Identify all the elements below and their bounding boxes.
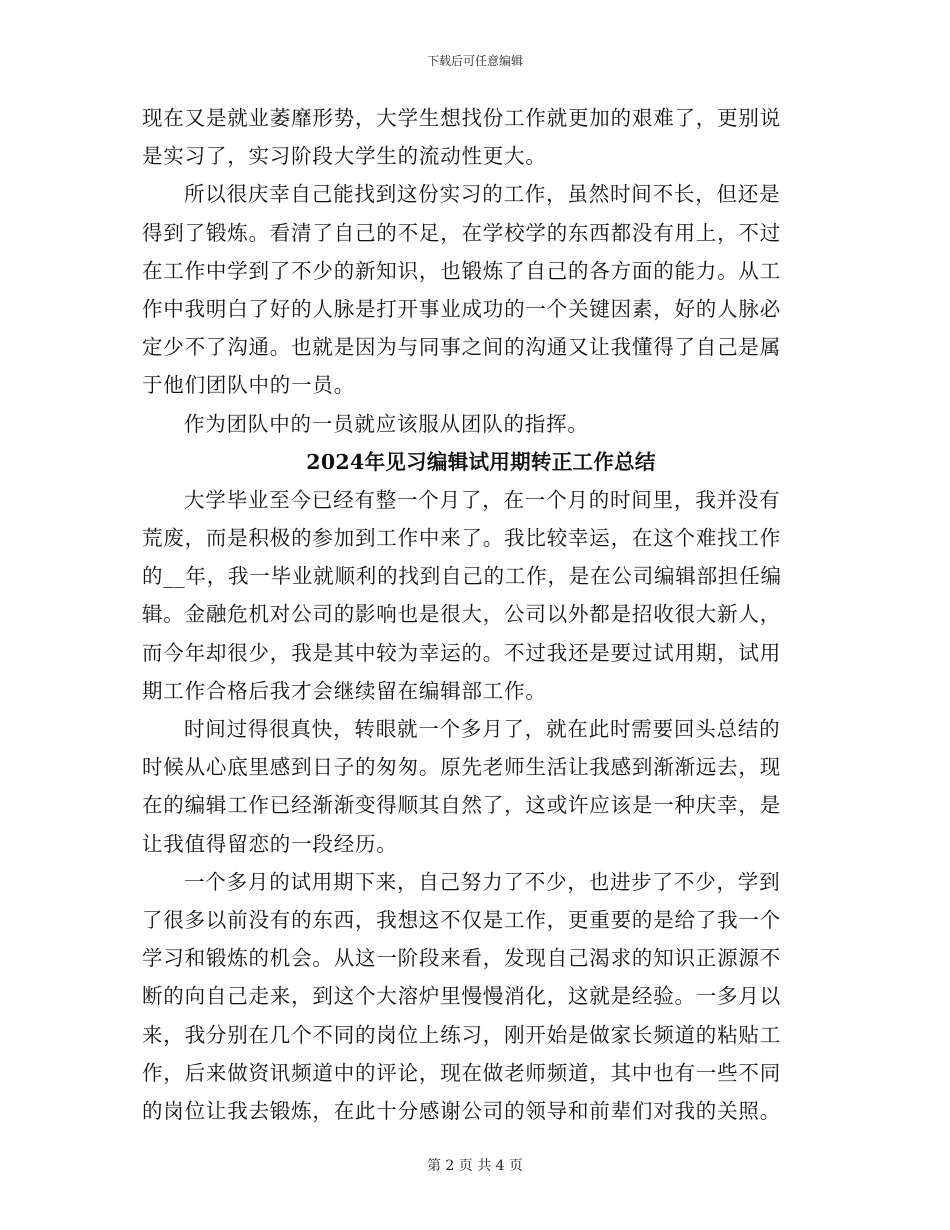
body-line: 学习和锻炼的机会。从这一阶段来看，发现自己渴求的知识正源源不 [142, 946, 781, 971]
body-line: 荒废，而是积极的参加到工作中来了。我比较幸运，在这个难找工作 [142, 526, 781, 551]
body-line: 的__年，我一毕业就顺利的找到自己的工作，是在公司编辑部担任编 [142, 564, 782, 589]
paragraph-start-line: 所以很庆幸自己能找到这份实习的工作，虽然时间不长，但还是 [184, 182, 781, 207]
section-title: 2024年见习编辑试用期转正工作总结 [306, 449, 656, 474]
paragraph-start-line: 时间过得很真快，转眼就一个多月了，就在此时需要回头总结的 [184, 717, 781, 741]
body-line: 是实习了，实习阶段大学生的流动性更大。 [142, 144, 547, 169]
body-line: 于他们团队中的一员。 [142, 373, 355, 398]
body-line: 来，我分别在几个不同的岗位上练习，刚开始是做家长频道的粘贴工 [142, 1022, 781, 1047]
body-line: 在的编辑工作已经渐渐变得顺其自然了，这或许应该是一种庆幸，是 [142, 793, 781, 818]
body-line: 现在又是就业萎靡形势，大学生想找份工作就更加的艰难了，更别说 [142, 106, 781, 130]
body-line: 期工作合格后我才会继续留在编辑部工作。 [142, 678, 547, 703]
paragraph-start-line: 作为团队中的一员就应该服从团队的指挥。 [184, 411, 589, 436]
body-line: 在工作中学到了不少的新知识，也锻炼了自己的各方面的能力。从工 [142, 258, 781, 283]
body-line: 了很多以前没有的东西，我想这不仅是工作，更重要的是给了我一个 [142, 907, 781, 932]
body-line: 断的向自己走来，到这个大溶炉里慢慢消化，这就是经验。一多月以 [142, 984, 781, 1009]
paragraph-start-line: 一个多月的试用期下来，自己努力了不少，也进步了不少，学到 [184, 869, 781, 894]
page-header: 下载后可任意编辑 [426, 54, 523, 68]
body-line: 得到了锻炼。看清了自己的不足，在学校学的东西都没有用上，不过 [142, 220, 781, 245]
paragraph-start-line: 大学毕业至今已经有整一个月了，在一个月的时间里，我并没有 [184, 487, 781, 512]
body-line: 让我值得留恋的一段经历。 [142, 831, 398, 856]
body-line: 作中我明白了好的人脉是打开事业成功的一个关键因素，好的人脉必 [142, 296, 781, 321]
body-line: 定少不了沟通。也就是因为与同事之间的沟通又让我懂得了自己是属 [142, 335, 781, 360]
body-line: 而今年却很少，我是其中较为幸运的。不过我还是要过试用期，试用 [142, 640, 781, 665]
body-line: 辑。金融危机对公司的影响也是很大，公司以外都是招收很大新人， [142, 602, 781, 627]
document-body [142, 99, 802, 1130]
body-line: 作，后来做资讯频道中的评论，现在做老师频道，其中也有一些不同 [142, 1060, 781, 1085]
page-footer: 第 2 页 共 4 页 [426, 1158, 524, 1174]
body-line: 的岗位让我去锻炼，在此十分感谢公司的领导和前辈们对我的关照。 [142, 1098, 781, 1123]
body-line: 时候从心底里感到日子的匆匆。原先老师生活让我感到渐渐远去，现 [142, 755, 781, 780]
